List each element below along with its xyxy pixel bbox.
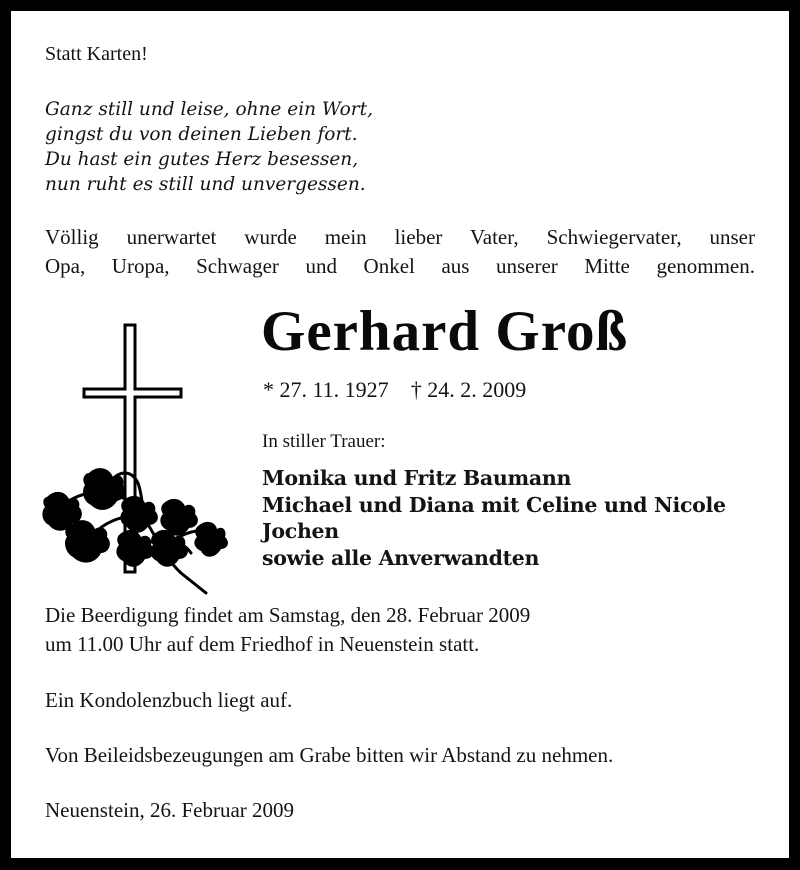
life-dates — [263, 377, 526, 403]
birth-date: * 27. 11. 1927 — [263, 377, 389, 402]
poem — [45, 97, 373, 197]
burial-line: um 11.00 Uhr auf dem Friedhof in Neuenstein statt. — [45, 632, 480, 656]
mourner: Monika und Fritz Baumann — [262, 466, 572, 490]
mourner: sowie alle Anverwandten — [262, 545, 540, 570]
condolence-book-note: Ein Kondolenzbuch liegt auf. — [45, 688, 293, 712]
burial-info — [45, 601, 530, 659]
intro-line: Völlig unerwartet wurde mein lieber Vater, Schwiegervater, unser — [45, 225, 755, 249]
header-text: Statt Karten! — [45, 43, 148, 65]
intro-paragraph — [45, 223, 755, 281]
place-date: Neuenstein, 26. Februar 2009 — [45, 798, 295, 822]
mourning-label: In stiller Trauer: — [262, 431, 386, 452]
poem-line: gingst du von deinen Lieben fort. — [45, 124, 358, 145]
obituary-card — [11, 11, 789, 858]
cross-with-ivy-icon — [41, 311, 241, 601]
deceased-name: Gerhard Groß — [261, 300, 629, 363]
poem-line: nun ruht es still und unvergessen. — [45, 174, 366, 195]
intro-line: Opa, Uropa, Schwager und Onkel aus unserer Mitte genommen. — [45, 254, 755, 278]
mourner: Jochen — [262, 519, 339, 543]
burial-line: Die Beerdigung findet am Samstag, den 28. Februar 2009 — [45, 603, 531, 627]
poem-line: Du hast ein gutes Herz besessen, — [45, 149, 359, 170]
mourner: Michael und Diana mit Celine und Nicole — [262, 492, 726, 517]
mourners-list — [262, 465, 726, 571]
death-date: † 24. 2. 2009 — [410, 377, 527, 402]
grave-request-note: Von Beileidsbezeugungen am Grabe bitten wir Abstand zu nehmen. — [45, 743, 614, 767]
poem-line: Ganz still und leise, ohne ein Wort, — [45, 99, 373, 120]
